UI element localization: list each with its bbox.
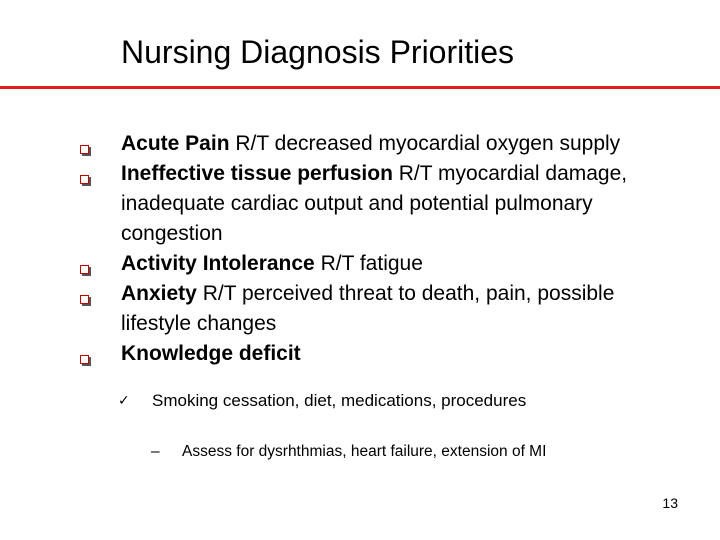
dash-icon: – [151, 443, 160, 460]
bullet-list [0, 129, 720, 369]
slide-title: Nursing Diagnosis Priorities [121, 34, 515, 70]
square-bullet-icon [80, 355, 89, 364]
list-item [0, 339, 661, 369]
diagnosis-name: Knowledge deficit [121, 342, 301, 365]
list-item [0, 249, 661, 279]
list-item [0, 159, 661, 249]
page-number: 13 [662, 495, 678, 511]
diagnosis-detail: R/T myocardial damage, inadequate cardiac output and potential pulmonary congestion [121, 162, 628, 245]
sub-bullet-text: Smoking cessation, diet, medications, procedures [152, 391, 527, 410]
diagnosis-name: Activity Intolerance [121, 252, 315, 275]
square-bullet-icon [80, 145, 89, 154]
diagnosis-detail: R/T perceived threat to death, pain, possible lifestyle changes [121, 282, 615, 335]
diagnosis-detail: R/T fatigue [314, 252, 423, 275]
square-bullet-icon [80, 175, 89, 184]
square-bullet-icon [80, 265, 89, 274]
diagnosis-name: Anxiety [121, 282, 197, 305]
square-bullet-icon [80, 295, 89, 304]
diagnosis-name: Acute Pain [121, 132, 230, 155]
sub-sub-bullet-text: Assess for dysrhthmias, heart failure, extension of MI [182, 443, 547, 460]
list-item [0, 129, 661, 159]
diagnosis-detail: R/T decreased myocardial oxygen supply [229, 132, 621, 155]
title-divider [0, 86, 720, 89]
list-item [0, 279, 661, 339]
diagnosis-name: Ineffective tissue perfusion [121, 162, 393, 185]
checkmark-icon: ✓ [118, 393, 130, 409]
